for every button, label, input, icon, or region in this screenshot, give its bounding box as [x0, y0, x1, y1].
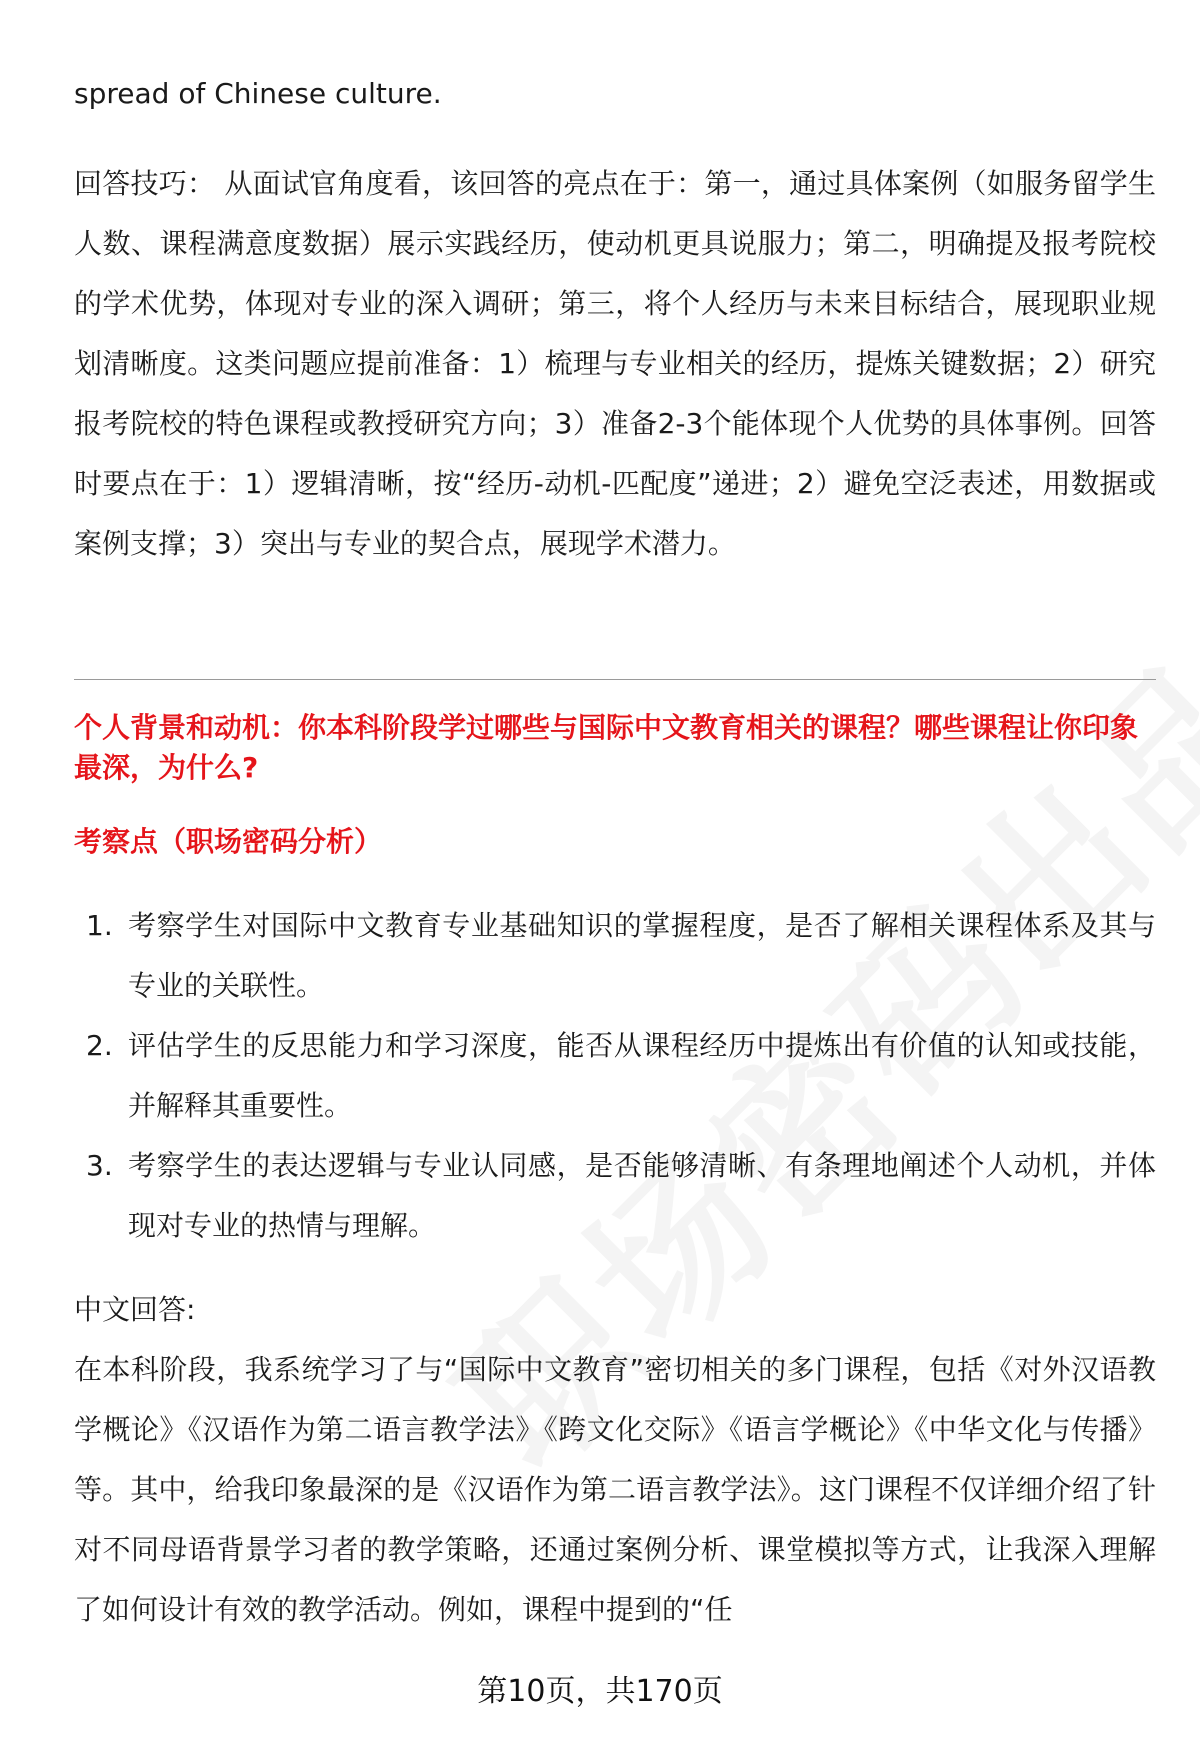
list-item-number: 2.: [86, 1029, 113, 1062]
answer-label: 中文回答:: [74, 1293, 196, 1326]
list-item-number: 1.: [86, 909, 113, 942]
list-item-text: 考察学生的表达逻辑与专业认同感，是否能够清晰、有条理地阐述个人动机，并体现对专业的热情与理解。: [128, 1149, 1156, 1242]
answer-tips-paragraph: 回答技巧： 从面试官角度看，该回答的亮点在于：第一，通过具体案例（如服务留学生人数、课程满意度数据）展示实践经历，使动机更具说服力；第二，明确提及报考院校的学术优势，体现对专业的深入调研；第三，将个人经历与未来目标结合，展现职业规划清晰度。这类问题应提前准备：1）梳理与专业相关的经历，提炼关键数据；2）研究报考院校的特色课程或教授研究方向；3）准备2-3个能体现个人优势的具体事例。回答时要点在于：1）逻辑清晰，按“经历-动机-匹配度”递进；2）避免空泛表述，用数据或案例支撑；3）突出与专业的契合点，展现学术潜力。: [74, 167, 1156, 560]
question-heading: 个人背景和动机：你本科阶段学过哪些与国际中文教育相关的课程？哪些课程让你印象最深，为什么?: [74, 711, 1139, 784]
intro-line: spread of Chinese culture.: [74, 77, 442, 110]
assessment-points-list: [74, 896, 1156, 1256]
list-item: [74, 1016, 1156, 1136]
answer-body: 在本科阶段，我系统学习了与“国际中文教育”密切相关的多门课程，包括《对外汉语教学概论》《汉语作为第二语言教学法》《跨文化交际》《语言学概论》《中华文化与传播》等。其中，给我印象最深的是《汉语作为第二语言教学法》。这门课程不仅详细介绍了针对不同母语背景学习者的教学策略，还通过案例分析、课堂模拟等方式，让我深入理解了如何设计有效的教学活动。例如，课程中提到的“任: [74, 1353, 1156, 1626]
list-item-text: 评估学生的反思能力和学习深度，能否从课程经历中提炼出有价值的认知或技能，并解释其重要性。: [128, 1029, 1156, 1122]
list-item-number: 3.: [86, 1149, 113, 1182]
list-item-text: 考察学生对国际中文教育专业基础知识的掌握程度，是否了解相关课程体系及其与专业的关联性。: [128, 909, 1156, 1002]
section-divider: [74, 679, 1156, 680]
assessment-points-heading: 考察点（职场密码分析）: [74, 825, 383, 858]
page-number-footer: 第10页，共170页: [477, 1674, 723, 1709]
list-item: [74, 896, 1156, 1016]
list-item: [74, 1136, 1156, 1256]
